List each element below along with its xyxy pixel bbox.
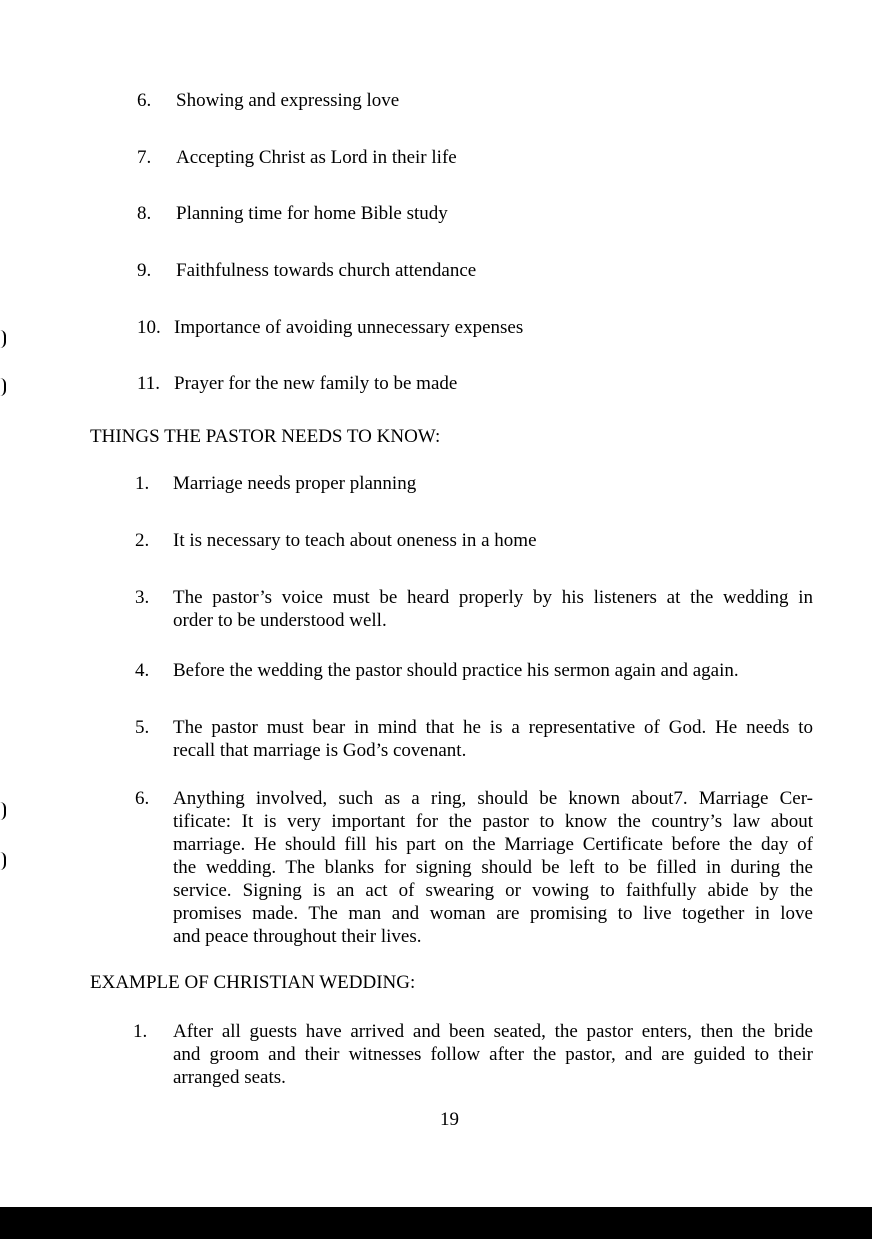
list-item-number: 9. <box>137 260 152 281</box>
list-item-line: Anything involved, such as a ring, should be known about7. Marriage Cer- <box>173 788 813 809</box>
list-item-number: 11. <box>137 373 161 394</box>
list-item-line: marriage. He should fill his part on the Marriage Certificate before the day of <box>173 834 813 855</box>
list-item-text: Prayer for the new family to be made <box>174 373 458 394</box>
binding-mark <box>0 330 6 348</box>
list-item-line: Marriage needs proper planning <box>173 473 417 494</box>
list-item-text: Showing and expressing love <box>176 90 400 111</box>
list-item-line: arranged seats. <box>173 1067 286 1088</box>
list-item-number: 2. <box>135 530 150 551</box>
list-item-text: Accepting Christ as Lord in their life <box>176 147 457 168</box>
list-item-text: Planning time for home Bible study <box>176 203 448 224</box>
section-heading-example: EXAMPLE OF CHRISTIAN WEDDING: <box>90 972 416 993</box>
scan-border <box>0 1207 872 1239</box>
list-item-line: promises made. The man and woman are promising to live together in love <box>173 903 813 924</box>
list-item-number: 7. <box>137 147 152 168</box>
list-item-line: service. Signing is an act of swearing or vowing to faithfully abide by the <box>173 880 813 901</box>
list-item-line: order to be understood well. <box>173 610 387 631</box>
list-item-line: and groom and their witnesses follow after the pastor, and are guided to their <box>173 1044 813 1065</box>
list-item-line: Before the wedding the pastor should practice his sermon again and again. <box>173 660 739 681</box>
list-item-number: 3. <box>135 587 150 608</box>
section-heading-pastor: THINGS THE PASTOR NEEDS TO KNOW: <box>90 426 441 447</box>
list-item-text: Importance of avoiding unnecessary expenses <box>174 317 524 338</box>
list-item-line: and peace throughout their lives. <box>173 926 422 947</box>
list-item-number: 1. <box>135 473 150 494</box>
list-item-line: the wedding. The blanks for signing should be left to be filled in during the <box>173 857 813 878</box>
list-item-number: 1. <box>133 1021 148 1042</box>
list-item-number: 6. <box>135 788 150 809</box>
binding-mark <box>0 378 6 396</box>
list-item-line: After all guests have arrived and been seated, the pastor enters, then the bride <box>173 1021 813 1042</box>
list-item-number: 8. <box>137 203 152 224</box>
list-item-text: Faithfulness towards church attendance <box>176 260 477 281</box>
list-item-line: recall that marriage is God’s covenant. <box>173 740 467 761</box>
list-item-line: tificate: It is very important for the pastor to know the country’s law about <box>173 811 813 832</box>
list-item-number: 5. <box>135 717 150 738</box>
list-item-line: It is necessary to teach about oneness in a home <box>173 530 537 551</box>
list-item-number: 10. <box>137 317 161 338</box>
list-item-line: The pastor must bear in mind that he is a representative of God. He needs to <box>173 717 813 738</box>
list-item-number: 4. <box>135 660 150 681</box>
list-item-number: 6. <box>137 90 152 111</box>
binding-mark <box>0 802 6 820</box>
list-item-line: The pastor’s voice must be heard properly by his listeners at the wedding in <box>173 587 813 608</box>
binding-mark <box>0 852 6 870</box>
page-number: 19 <box>440 1109 459 1130</box>
